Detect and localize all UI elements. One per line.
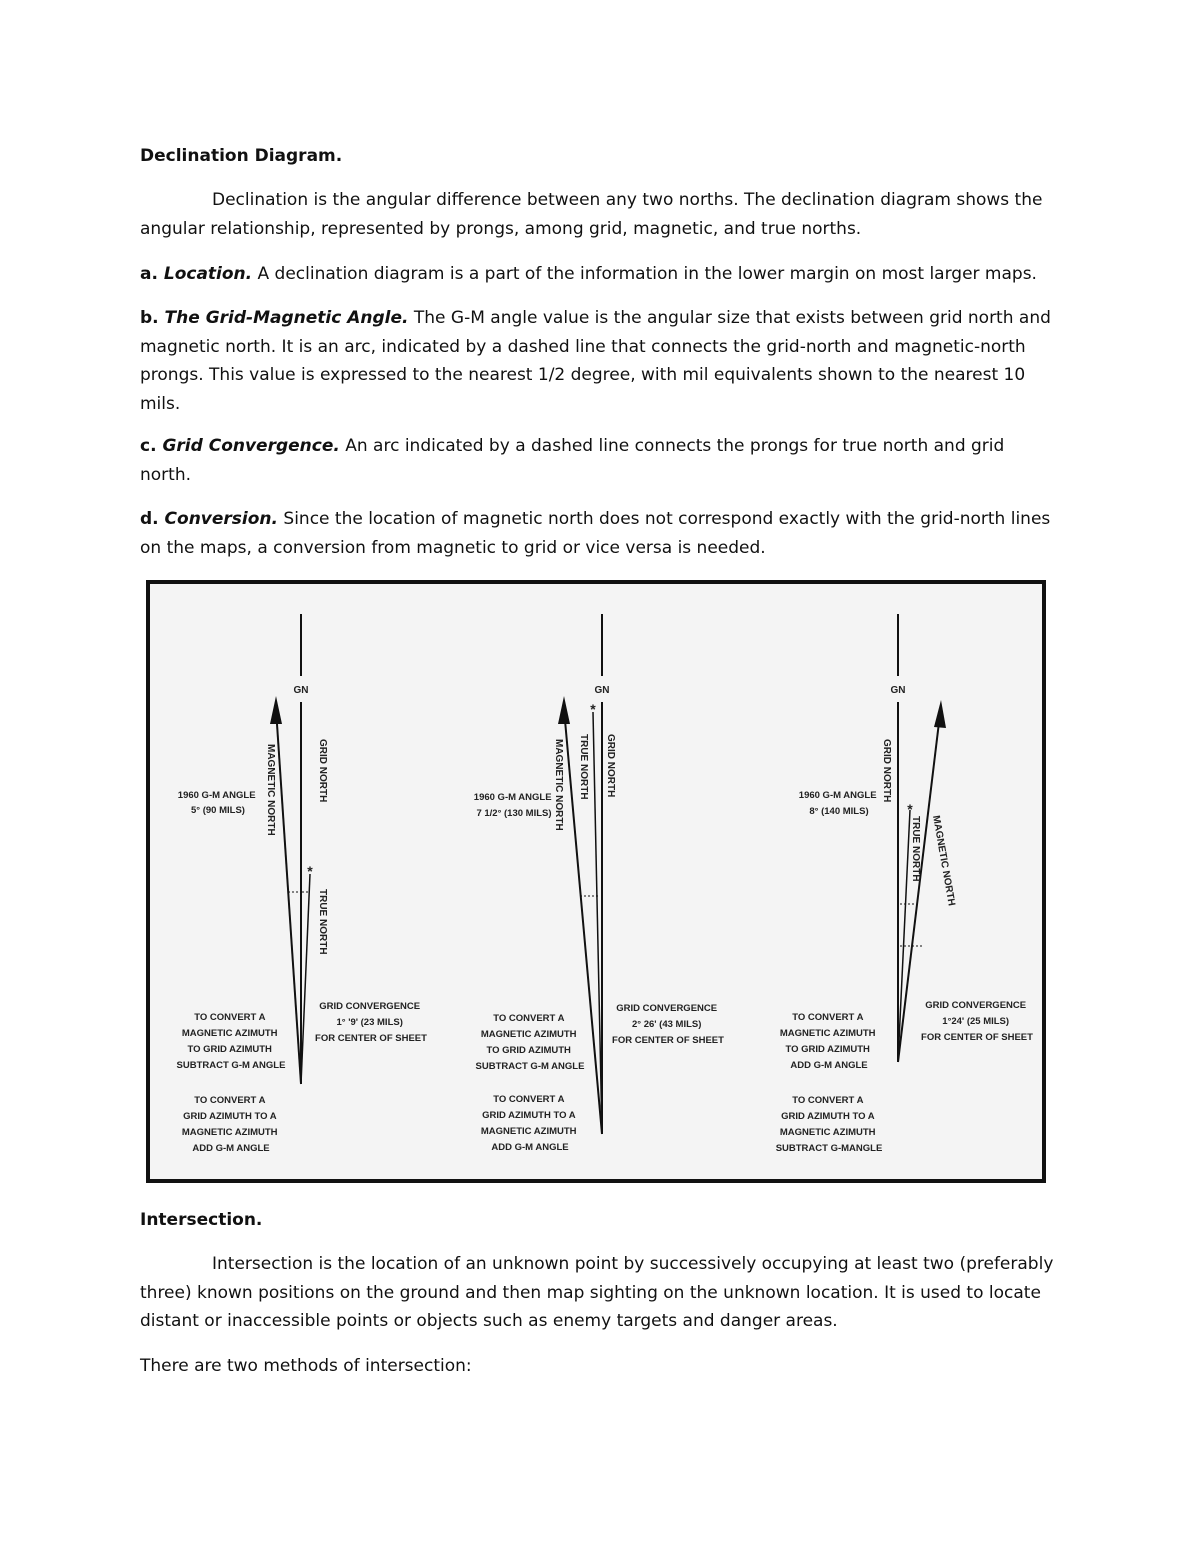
convert-grid-text: TO CONVERT A GRID AZIMUTH TO A MAGNETIC AZIMUTH SUBTRACT G-MANGLE [775, 1095, 883, 1154]
item-term: Location. [163, 264, 253, 284]
convert-grid-text: TO CONVERT A GRID AZIMUTH TO A MAGNETIC AZIMUTH ADD G-M ANGLE [181, 1095, 278, 1154]
diagram-1 [177, 614, 428, 1154]
true-north-label: TRUE NORTH [910, 816, 921, 882]
section-heading-intersection: Intersection. [140, 1210, 263, 1230]
item-grid-convergence [140, 432, 1060, 489]
gm-angle-text: 1960 G-M ANGLE 7 1/2° (130 MILS) [473, 792, 552, 819]
section-heading-declination: Declination Diagram. [140, 146, 343, 166]
paragraph-intersection-intro [140, 1250, 1060, 1336]
star-icon: * [907, 801, 913, 817]
diagram-2 [474, 614, 724, 1153]
item-grid-magnetic-angle [140, 304, 1060, 418]
grid-north-label: GRID NORTH [881, 739, 892, 803]
declination-diagram-svg [150, 584, 1042, 1179]
item-text: Since the location of magnetic north does not correspond exactly with the grid-north lines on the maps, a conversion from magnetic to grid or vice versa is needed. [140, 509, 1051, 558]
convergence-text: GRID CONVERGENCE 1° '9' (23 MILS) FOR CENTER OF SHEET [315, 1001, 427, 1044]
grid-north-label: GRID NORTH [605, 734, 616, 798]
convert-magnetic-text: TO CONVERT A MAGNETIC AZIMUTH TO GRID AZIMUTH SUBTRACT G-M ANGLE [475, 1013, 585, 1072]
true-north-label: TRUE NORTH [578, 734, 589, 800]
gn-label: GN [293, 685, 309, 696]
magnetic-arrow-icon [934, 700, 946, 728]
true-north-prong [301, 874, 310, 1084]
item-text: A declination diagram is a part of the information in the lower margin on most larger maps. [252, 264, 1037, 284]
item-term: The Grid-Magnetic Angle. [164, 308, 409, 328]
diagram-3 [776, 614, 1033, 1154]
item-prefix: c. [140, 436, 163, 456]
magnetic-north-label: MAGNETIC NORTH [553, 739, 564, 831]
true-north-label: TRUE NORTH [317, 889, 328, 955]
item-term: Conversion. [164, 509, 278, 529]
declination-diagram-figure [146, 580, 1046, 1183]
star-icon: * [590, 701, 596, 717]
paragraph-declination-intro [140, 186, 1060, 243]
convergence-text: GRID CONVERGENCE 1°24' (25 MILS) FOR CENTER OF SHEET [921, 1000, 1033, 1043]
true-north-prong [593, 712, 602, 1134]
item-conversion [140, 505, 1060, 562]
paragraph-intersection-methods: There are two methods of intersection: [140, 1356, 472, 1376]
grid-north-label: GRID NORTH [317, 739, 328, 803]
gm-angle-text: 1960 G-M ANGLE 5° (90 MILS) [177, 790, 256, 816]
magnetic-arrow-icon [558, 696, 570, 724]
item-prefix: d. [140, 509, 165, 529]
intersection-intro-text: Intersection is the location of an unknown point by successively occupying at least two (preferably three) known positions on the ground and then map sighting on the unknown location. It is used to locate distant or inaccessible points or objects such as enemy targets and danger areas. [140, 1254, 1054, 1331]
item-location [140, 260, 1060, 289]
magnetic-arrow-icon [270, 696, 282, 724]
gn-label: GN [890, 685, 906, 696]
item-text: The G-M angle value is the angular size that exists between grid north and magnetic north. It is an arc, indicated by a dashed line that connects the grid-north and magnetic-north prongs. This value is expressed to the nearest 1/2 degree, with mil equivalents shown to the nearest 10 mils. [140, 308, 1051, 414]
item-prefix: b. [140, 308, 165, 328]
gn-label: GN [594, 685, 610, 696]
gm-angle-text: 1960 G-M ANGLE 8° (140 MILS) [798, 790, 877, 817]
convert-grid-text: TO CONVERT A GRID AZIMUTH TO A MAGNETIC AZIMUTH ADD G-M ANGLE [480, 1094, 577, 1153]
item-term: Grid Convergence. [162, 436, 340, 456]
convergence-text: GRID CONVERGENCE 2° 26' (43 MILS) FOR CENTER OF SHEET [612, 1003, 724, 1046]
magnetic-north-label: MAGNETIC NORTH [930, 814, 957, 907]
star-icon: * [307, 863, 313, 879]
true-north-prong [898, 810, 910, 1062]
magnetic-north-label: MAGNETIC NORTH [265, 744, 276, 836]
item-prefix: a. [140, 264, 164, 284]
declination-intro-text: Declination is the angular difference between any two norths. The declination diagram shows the angular relationship, represented by prongs, among grid, magnetic, and true norths. [140, 190, 1043, 239]
convert-magnetic-text: TO CONVERT A MAGNETIC AZIMUTH TO GRID AZIMUTH ADD G-M ANGLE [779, 1012, 876, 1071]
item-text: An arc indicated by a dashed line connects the prongs for true north and grid north. [140, 436, 1005, 485]
convert-magnetic-text: TO CONVERT A MAGNETIC AZIMUTH TO GRID AZIMUTH SUBTRACT G-M ANGLE [176, 1012, 286, 1071]
